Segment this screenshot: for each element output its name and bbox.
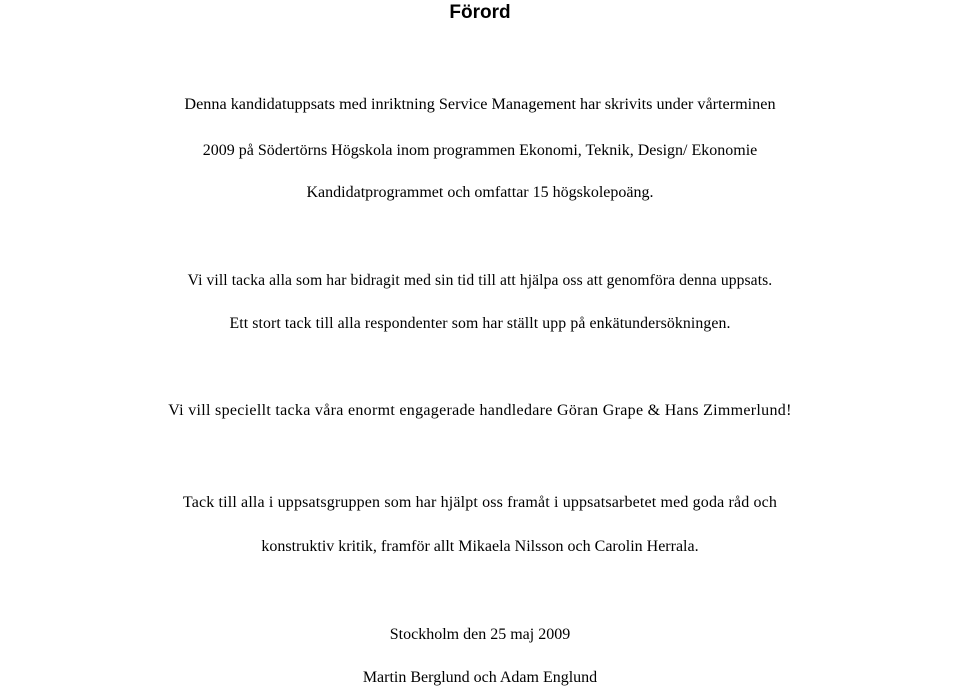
- group-line-2: konstruktiv kritik, framför allt Mikaela Nilsson och Carolin Herrala.: [261, 538, 699, 555]
- intro-line-1: Denna kandidatuppsats med inriktning Service Management har skrivits under vårterminen: [184, 95, 776, 113]
- place-date: Stockholm den 25 maj 2009: [389, 626, 571, 643]
- authors: Martin Berglund och Adam Englund: [362, 669, 598, 686]
- supervisors-line-1: Vi vill speciellt tacka våra enormt engagerade handledare Göran Grape & Hans Zimmerlund!: [168, 402, 792, 419]
- thanks-line-2: Ett stort tack till alla respondenter som har ställt upp på enkätundersökningen.: [229, 315, 731, 332]
- group-line-1: Tack till alla i uppsatsgruppen som har hjälpt oss framåt i uppsatsarbetet med goda råd och: [182, 494, 778, 511]
- intro-line-3: Kandidatprogrammet och omfattar 15 högskolepoäng.: [306, 184, 654, 201]
- page-title: Förord: [449, 2, 511, 23]
- intro-line-2: 2009 på Södertörns Högskola inom programmen Ekonomi, Teknik, Design/ Ekonomie: [202, 142, 758, 159]
- thanks-line-1: Vi vill tacka alla som har bidragit med sin tid till att hjälpa oss att genomföra denna uppsats.: [187, 272, 773, 289]
